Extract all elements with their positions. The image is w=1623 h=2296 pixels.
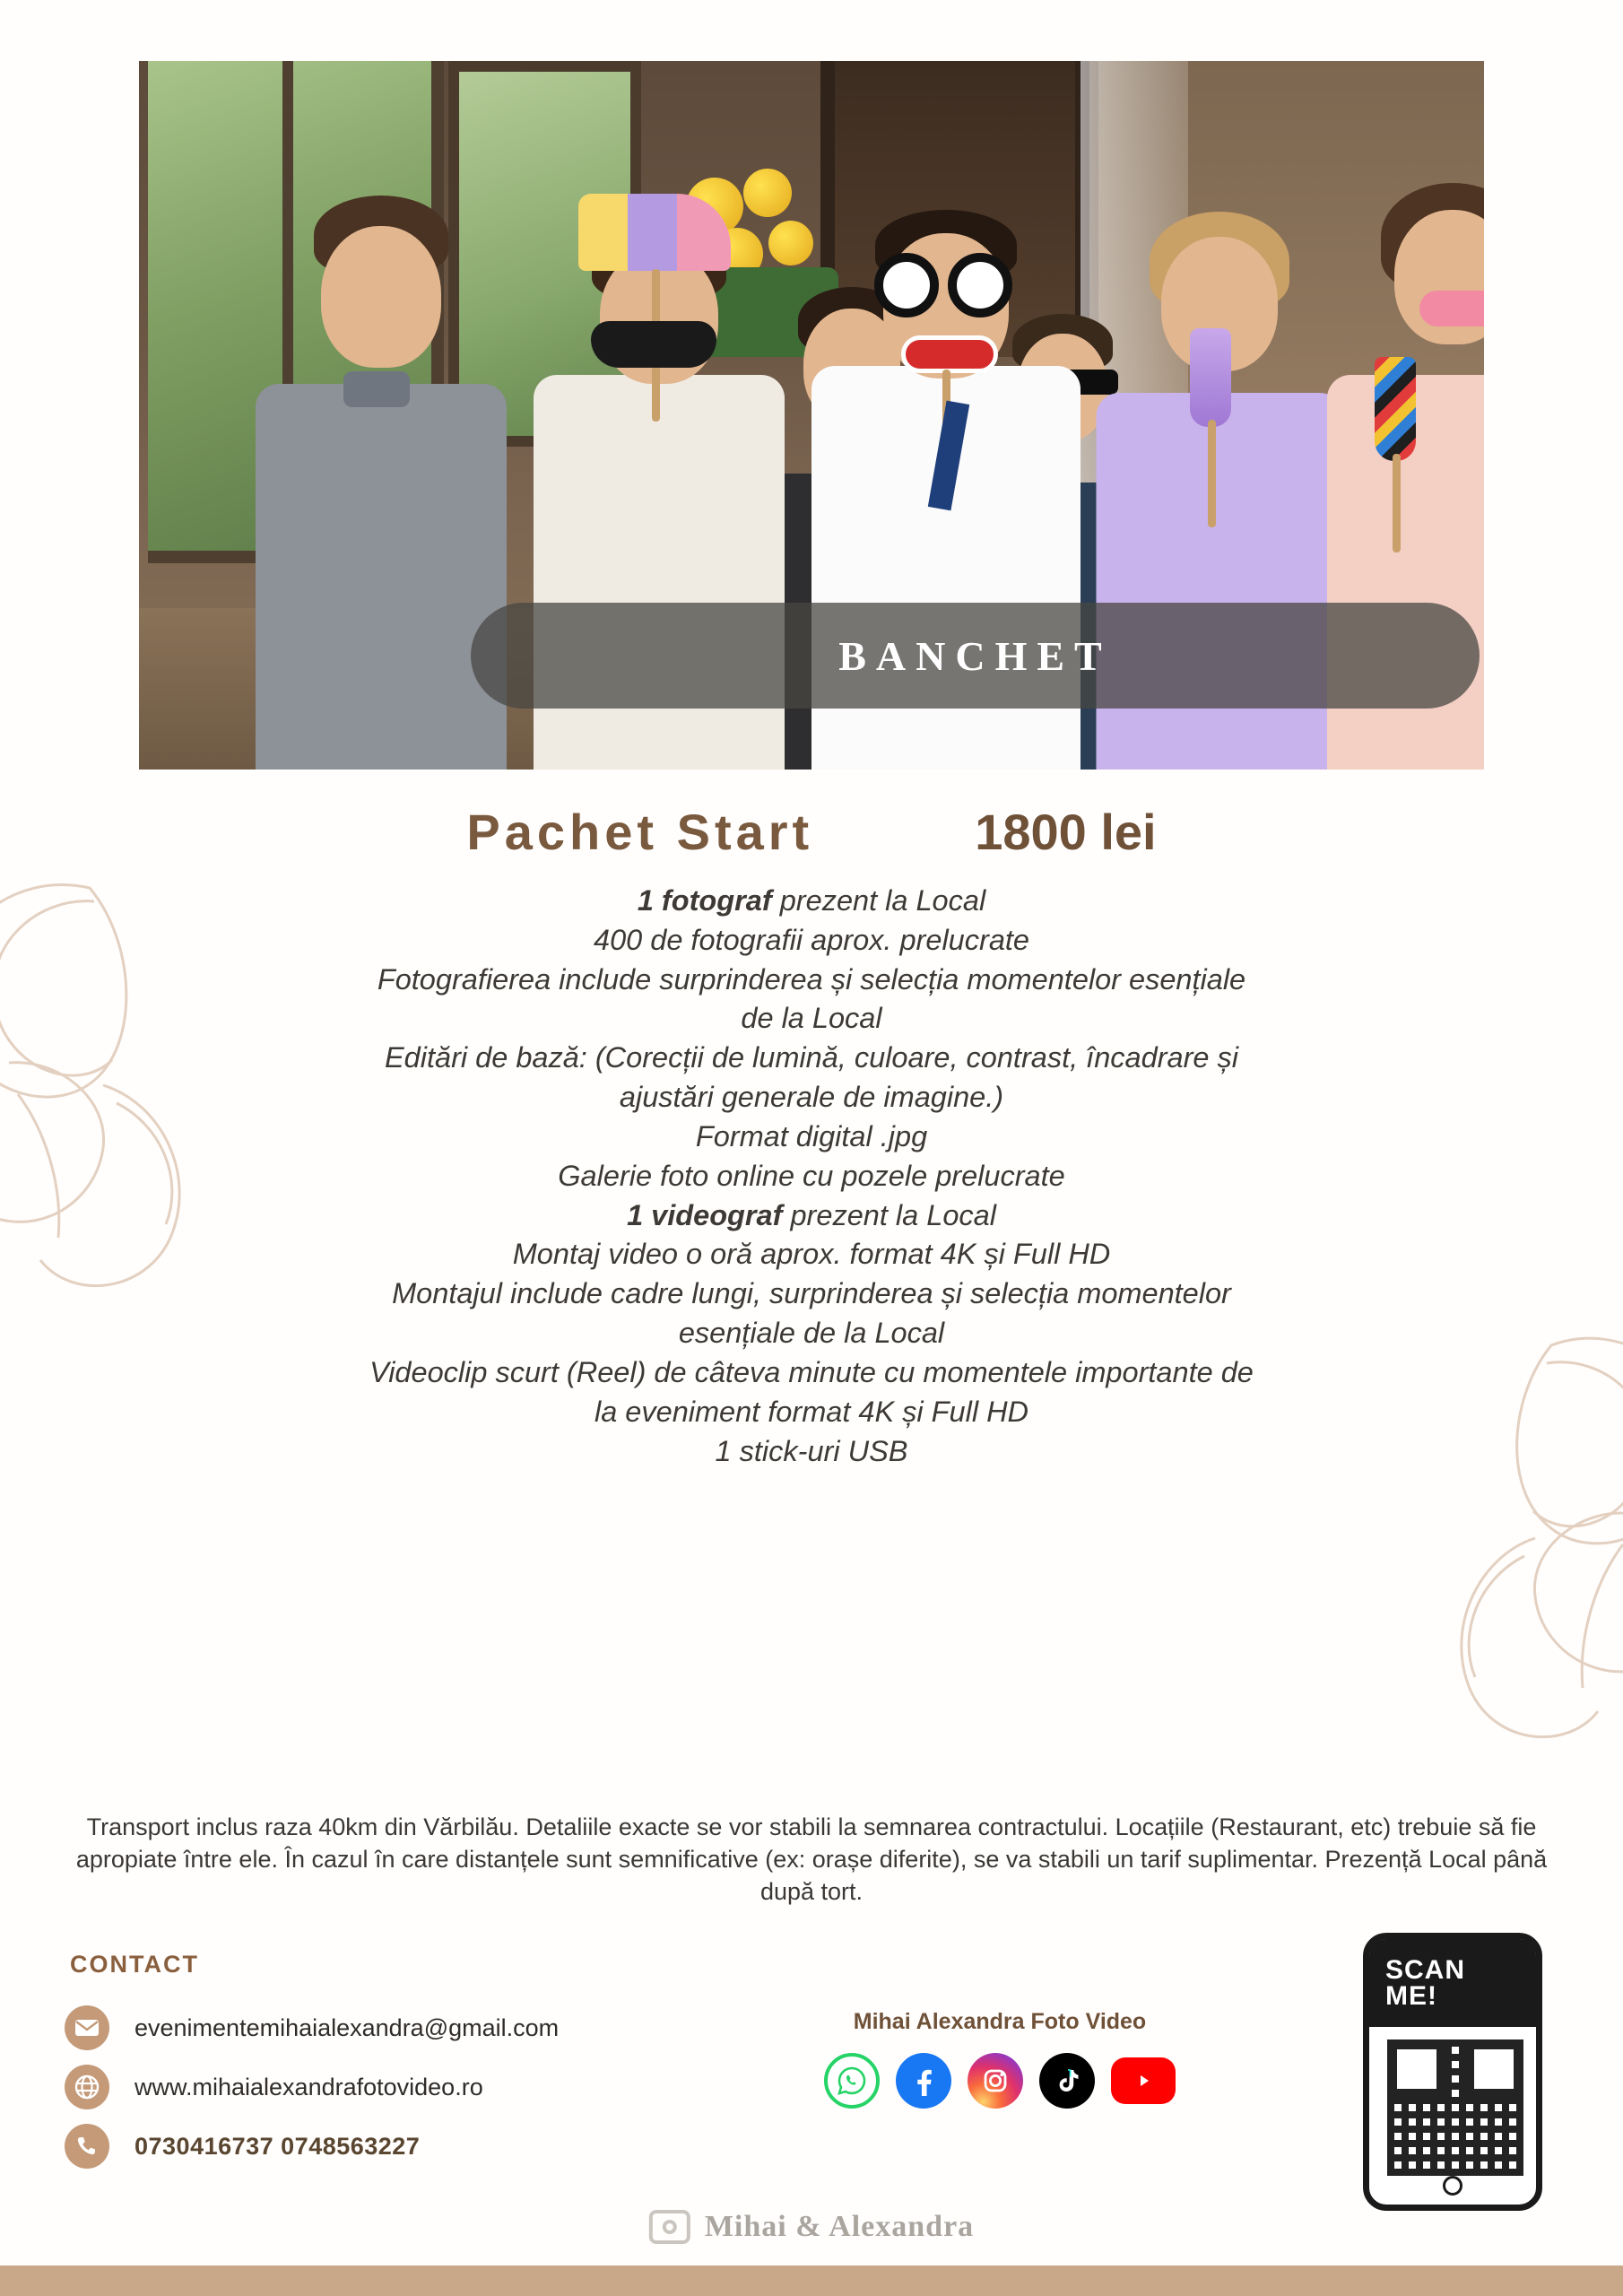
package-detail-emphasis: 1 fotograf [637,884,772,917]
package-header [0,803,1623,861]
package-detail-line: 1 videograf prezent la Local [627,1198,996,1231]
brand-name: Mihai & Alexandra [704,2210,975,2243]
footer-bar [0,2266,1623,2296]
globe-icon [65,2065,109,2109]
social-title: Mihai Alexandra Foto Video [853,2009,1147,2034]
social-icons [789,2053,1211,2109]
package-detail-line: Editări de bază: (Corecții de lumină, culoare, contrast, încadrare și [385,1041,1238,1074]
contact-heading: CONTACT [70,1951,199,1978]
contact-phone[interactable] [65,2118,746,2174]
package-price: 1800 lei [975,804,1157,860]
contact-website[interactable] [65,2059,746,2115]
phone-icon [65,2124,109,2169]
contact-phone-text: 0730416737 0748563227 [135,2132,421,2160]
whatsapp-icon[interactable] [824,2053,880,2109]
contact-email-text: evenimentemihaialexandra@gmail.com [135,2013,560,2041]
instagram-icon[interactable] [968,2053,1023,2109]
brand-footer [649,2210,974,2244]
social-block [789,2009,1211,2109]
camera-icon [649,2210,690,2244]
package-detail-line: Format digital .jpg [695,1119,928,1152]
transport-note: Transport inclus raza 40km din Vărbilău. Detaliile exacte se vor stabili la semnarea contractului. Locațiile (Restaurant, etc) trebuie să fie apropiate între ele. În cazul în care distanțele sunt semnificative (ex: orașe diferite), se va stabili un tarif suplimentar. Prezență Local până după tort. [75,1813,1548,1905]
tiktok-icon[interactable] [1039,2053,1095,2109]
scan-line-1: SCAN [1385,1954,1466,1985]
child-1 [247,196,516,770]
hero-banner-label: BANCHET [838,632,1112,679]
qr-code[interactable] [1387,2039,1523,2176]
package-detail-emphasis: 1 videograf [627,1198,783,1231]
mail-icon [65,2005,109,2050]
package-detail-line: Videoclip scurt (Reel) de câteva minute cu momentele importante de [369,1355,1254,1388]
scan-line-2: ME! [1385,1981,1437,2011]
package-details [143,883,1480,1473]
package-title: Pachet Start [466,804,814,860]
contact-email[interactable] [65,2000,746,2056]
hero-banner-pill [471,603,1480,709]
package-detail-line: 1 fotograf prezent la Local [637,884,986,917]
package-detail-line: de la Local [741,1002,882,1035]
package-detail-line: la eveniment format 4K și Full HD [594,1395,1029,1428]
scan-me-header [1369,1939,1536,2027]
package-detail-line: 400 de fotografii aprox. prelucrate [594,923,1029,956]
package-detail-line: Montajul include cadre lungi, surprinderea și selecția momentelor [392,1277,1231,1310]
package-detail-line: ajustări generale de imagine.) [619,1081,1004,1114]
facebook-icon[interactable] [896,2053,951,2109]
package-detail-line: Fotografierea include surprinderea și selecția momentelor esențiale [377,962,1246,996]
package-detail-line: esențiale de la Local [678,1317,945,1350]
hero-photo [139,61,1484,770]
package-detail-line: Montaj video o oră aprox. format 4K și Full HD [512,1238,1111,1271]
package-detail-line: 1 stick-uri USB [715,1434,908,1467]
youtube-icon[interactable] [1111,2057,1176,2104]
scan-me-card[interactable] [1363,1933,1542,2211]
phone-home-button-icon [1443,2176,1462,2196]
contact-website-text: www.mihaialexandrafotovideo.ro [135,2073,483,2100]
contact-list [65,2000,746,2178]
package-detail-line: Galerie foto online cu pozele prelucrate [558,1159,1065,1192]
